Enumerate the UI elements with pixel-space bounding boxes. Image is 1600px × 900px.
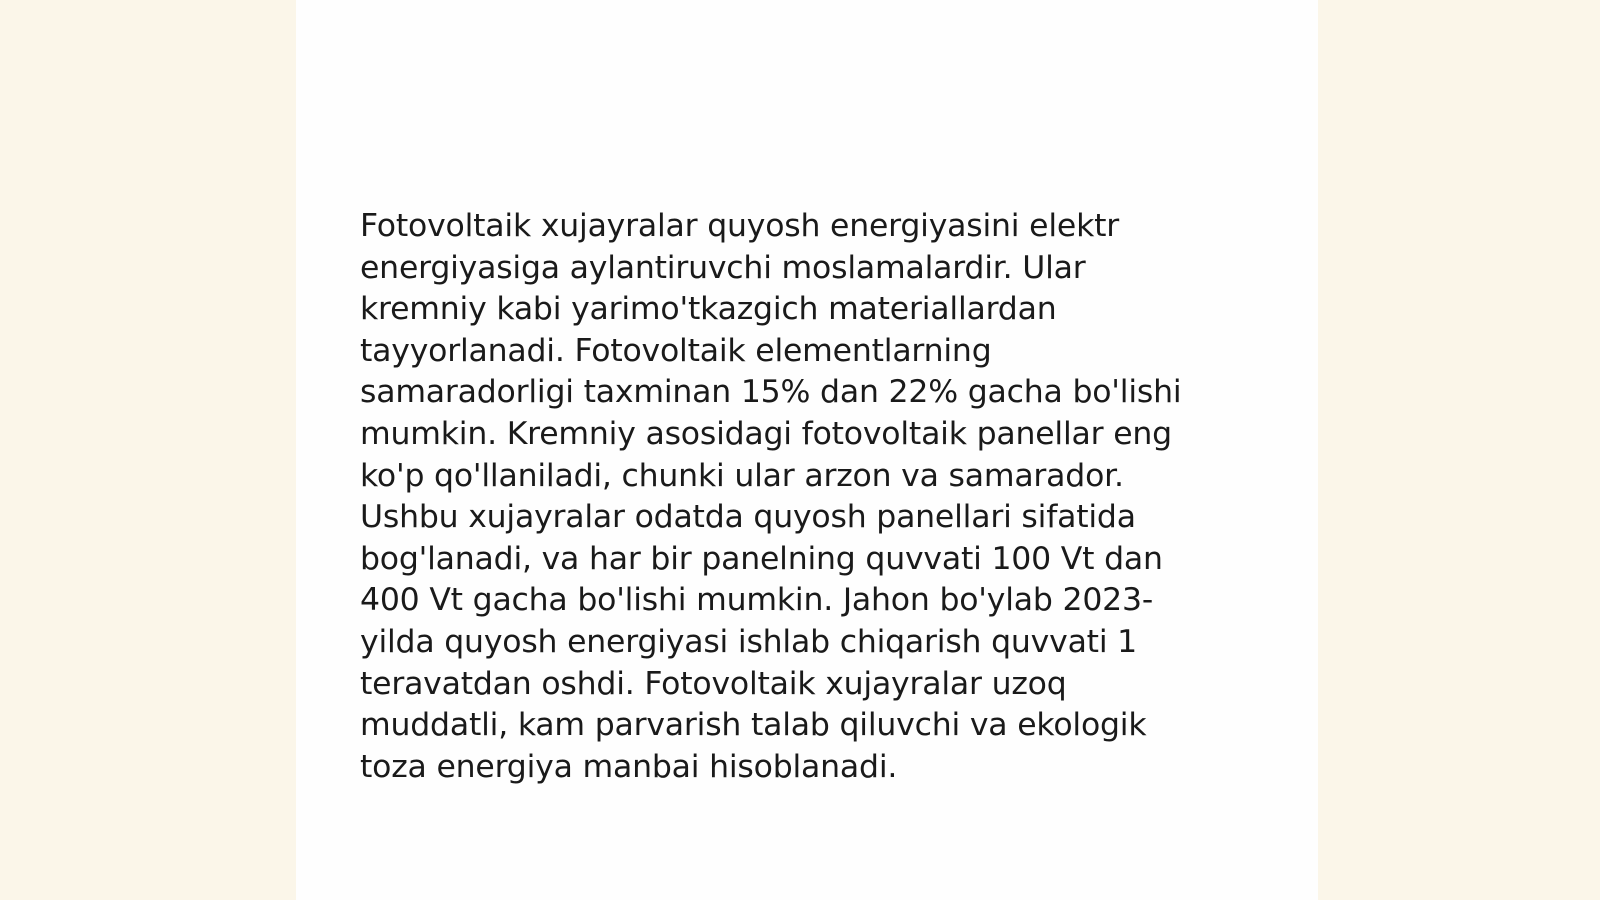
paragraph-line: Ushbu xujayralar odatda quyosh panellari sifatida <box>360 499 1136 536</box>
paragraph-line: kremniy kabi yarimo'tkazgich materiallardan <box>360 291 1057 328</box>
paragraph-line: ko'p qo'llaniladi, chunki ular arzon va samarador. <box>360 457 1124 494</box>
paragraph-line: toza energiya manbai hisoblanadi. <box>360 748 898 785</box>
paragraph-line: Fotovoltaik xujayralar quyosh energiyasini elektr <box>360 208 1120 244</box>
document-page <box>296 0 1318 900</box>
paragraph-line: yilda quyosh energiyasi ishlab chiqarish quvvati 1 <box>360 623 1138 660</box>
paragraph-line: 400 Vt gacha bo'lishi mumkin. Jahon bo'ylab 2023- <box>360 582 1154 619</box>
paragraph-line: muddatli, kam parvarish talab qiluvchi va ekologik <box>360 707 1147 744</box>
paragraph-line: tayyorlanadi. Fotovoltaik elementlarning <box>360 332 992 369</box>
paragraph-line: samaradorligi taxminan 15% dan 22% gacha bo'lishi <box>360 374 1182 411</box>
body-paragraph <box>360 206 1220 788</box>
paragraph-line: mumkin. Kremniy asosidagi fotovoltaik panellar eng <box>360 415 1172 452</box>
paragraph-line: energiyasiga aylantiruvchi moslamalardir. Ular <box>360 249 1086 286</box>
paragraph-line: teravatdan oshdi. Fotovoltaik xujayralar uzoq <box>360 665 1067 702</box>
paragraph-line: bog'lanadi, va har bir panelning quvvati 100 Vt dan <box>360 540 1163 577</box>
